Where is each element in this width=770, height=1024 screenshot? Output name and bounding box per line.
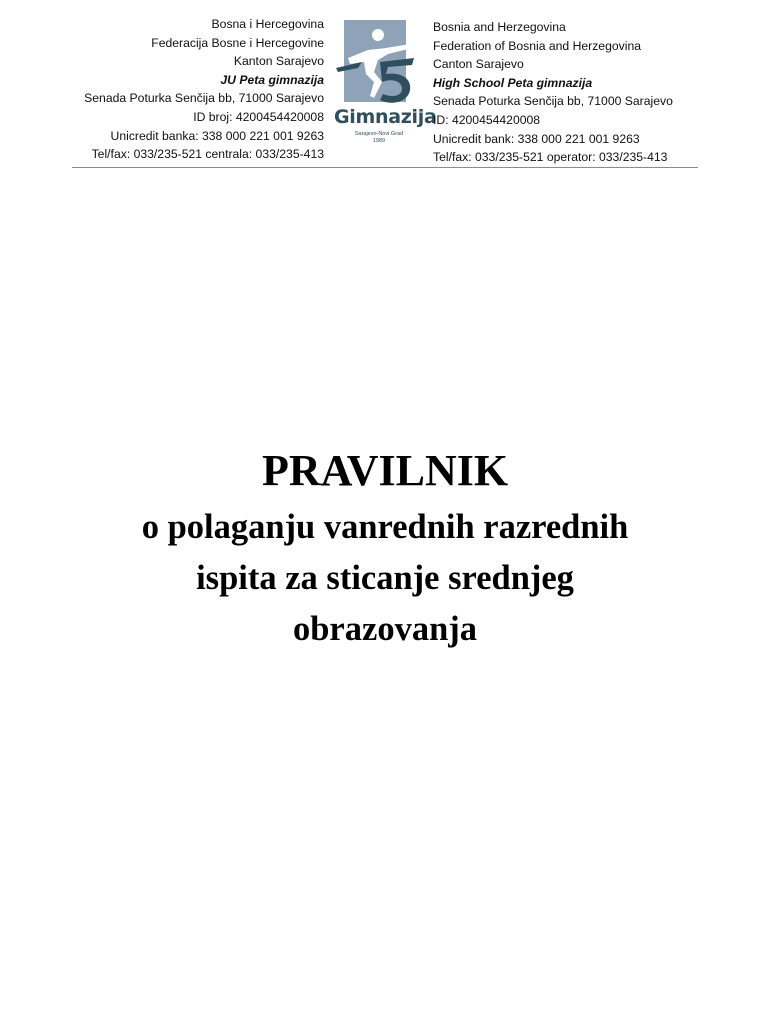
school-name-en: High School Peta gimnazija [433, 75, 593, 90]
document-subtitle-line-2: ispita za sticanje srednjeg [196, 559, 574, 597]
school-name: JU Peta gimnazija [220, 72, 324, 87]
bank-account: Unicredit banka: 338 000 221 001 9263 [110, 128, 324, 143]
school-id: ID broj: 4200454420008 [193, 109, 324, 124]
country-name-en: Bosnia and Herzegovina [433, 20, 566, 34]
school-address: Senada Poturka Senčija bb, 71000 Sarajevo [84, 91, 324, 106]
canton-name-en: Canton Sarajevo [433, 57, 524, 72]
letterhead-local-language [84, 15, 324, 164]
document-subtitle-line-3: obrazovanja [293, 610, 477, 648]
canton-name: Kanton Sarajevo [233, 54, 324, 69]
federation-name: Federacija Bosne i Hercegovine [151, 35, 324, 50]
document-title-block [0, 440, 770, 655]
letterhead [0, 0, 770, 175]
logo-year: 1989 [372, 138, 386, 144]
school-id-en: ID: 4200454420008 [433, 112, 541, 127]
logo-subtext [334, 131, 424, 145]
document-title: PRAVILNIK [261, 446, 509, 495]
phone-fax: Tel/fax: 033/235-521 centrala: 033/235-413 [91, 147, 324, 162]
school-logo [334, 18, 437, 146]
logo-wordmark: Gimnazija [334, 106, 437, 128]
school-address-en: Senada Poturka Senčija bb, 71000 Sarajevo [433, 94, 673, 109]
logo-location: Sarajevo-Novi Grad [354, 131, 404, 137]
federation-name-en: Federation of Bosnia and Herzegovina [433, 38, 641, 53]
header-divider [72, 167, 698, 168]
bank-account-en: Unicredit bank: 338 000 221 001 9263 [433, 131, 640, 146]
letterhead-english [433, 18, 673, 167]
country-name: Bosna i Hercegovina [211, 17, 324, 31]
phone-fax-en: Tel/fax: 033/235-521 operator: 033/235-413 [433, 150, 668, 165]
document-subtitle-line-1: o polaganju vanrednih razrednih [141, 508, 629, 546]
